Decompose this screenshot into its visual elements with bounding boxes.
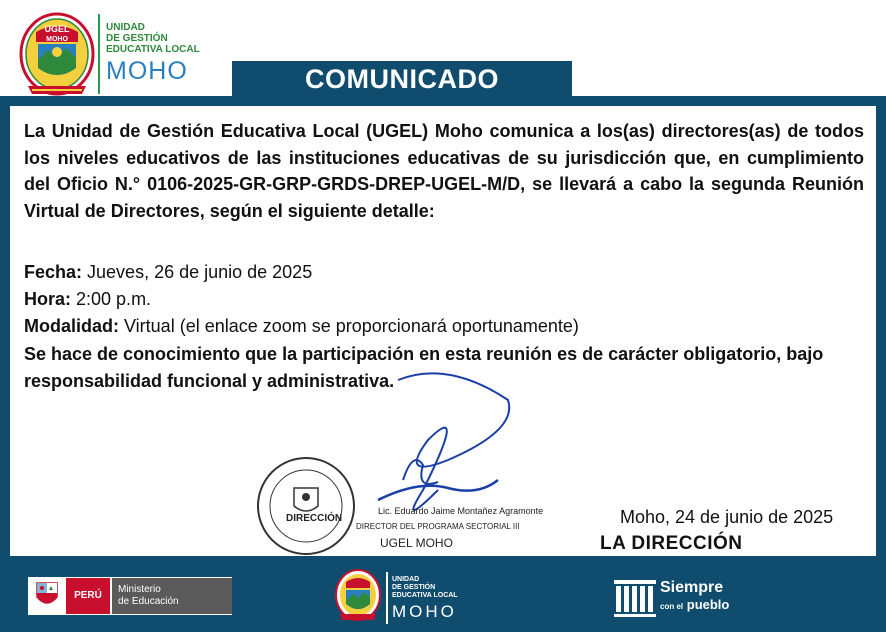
footer-logo-divider <box>386 572 388 624</box>
closing-paragraph: Se hace de conocimiento que la participación en esta reunión es de carácter obligatorio, bajo responsabilidad funcional y administrativa. <box>24 344 824 391</box>
signer-name: Lic. Eduardo Jaime Montañez Agramonte <box>378 506 544 516</box>
hora-label: Hora: <box>24 289 72 309</box>
modalidad-row <box>24 313 579 339</box>
footer-ugel-line1: UNIDAD <box>392 576 420 583</box>
wordmark-line1: UNIDAD <box>106 22 145 33</box>
shield-sub: MOHO <box>46 36 68 43</box>
siempre-pillars-icon <box>612 576 658 620</box>
slogan <box>660 579 729 614</box>
peru-coat-of-arms-icon <box>30 579 64 613</box>
fecha-value: Jueves, 26 de junio de 2025 <box>82 262 313 282</box>
wordmark-line2: DE GESTIÓN <box>106 33 168 44</box>
hora-value: 2:00 p.m. <box>71 289 152 309</box>
shield-label: UGEL <box>44 24 70 34</box>
modalidad-value: Virtual (el enlace zoom se proporcionará oportunamente) <box>119 316 579 336</box>
footer-ugel-wordmark <box>392 576 458 622</box>
peru-label: PERÚ <box>66 578 110 614</box>
signer-role: DIRECTOR DEL PROGRAMA SECTORIAL III <box>356 522 520 531</box>
intro-paragraph: La Unidad de Gestión Educativa Local (UGEL) Moho comunica a los(as) directores(as) de todos los niveles educativos de las instituciones educativas de su jurisdicción que, en cumplimiento del Oficio N.° 0106-2025-GR-GRP-GRDS-DREP-UGEL-M/D, se llevará a cabo la segunda Reunión Virtual de Directores, según el siguiente detalle: <box>24 121 864 221</box>
signoff: LA DIRECCIÓN <box>600 533 743 554</box>
place-date: Moho, 24 de junio de 2025 <box>620 507 834 527</box>
modalidad-label: Modalidad: <box>24 316 119 336</box>
ministerio-line1: Ministerio <box>118 584 161 595</box>
stamp-ugel-text: UGEL MOHO <box>380 536 453 550</box>
wordmark-line3: EDUCATIVA LOCAL <box>106 44 200 55</box>
signature-stamp-graphic <box>248 370 538 560</box>
frame-left-border <box>0 96 10 560</box>
ugel-shield-logo <box>18 10 96 100</box>
slogan-line1: Siempre <box>660 579 724 596</box>
footer-ugel-shield-icon <box>334 568 382 624</box>
fecha-row <box>24 259 312 285</box>
slogan-small: con el <box>660 602 684 611</box>
footer-ugel-line3: EDUCATIVA LOCAL <box>392 592 458 599</box>
ministerio-line2: de Educación <box>118 596 179 607</box>
footer-ugel-moho: MOHO <box>392 602 457 621</box>
ugel-wordmark <box>106 22 200 85</box>
footer-ugel-line2: DE GESTIÓN <box>392 584 436 591</box>
signature-block <box>248 370 544 560</box>
page-title: COMUNICADO <box>305 64 499 94</box>
ministerio-label <box>112 578 232 614</box>
stamp-center-text: DIRECCIÓN <box>286 513 343 524</box>
fecha-label: Fecha: <box>24 262 83 282</box>
slogan-line2 <box>660 597 729 614</box>
wordmark-moho: MOHO <box>106 57 188 85</box>
logo-divider <box>98 14 100 94</box>
frame-right-border <box>876 96 886 560</box>
slogan-pueblo: pueblo <box>686 597 730 612</box>
hora-row <box>24 286 151 312</box>
